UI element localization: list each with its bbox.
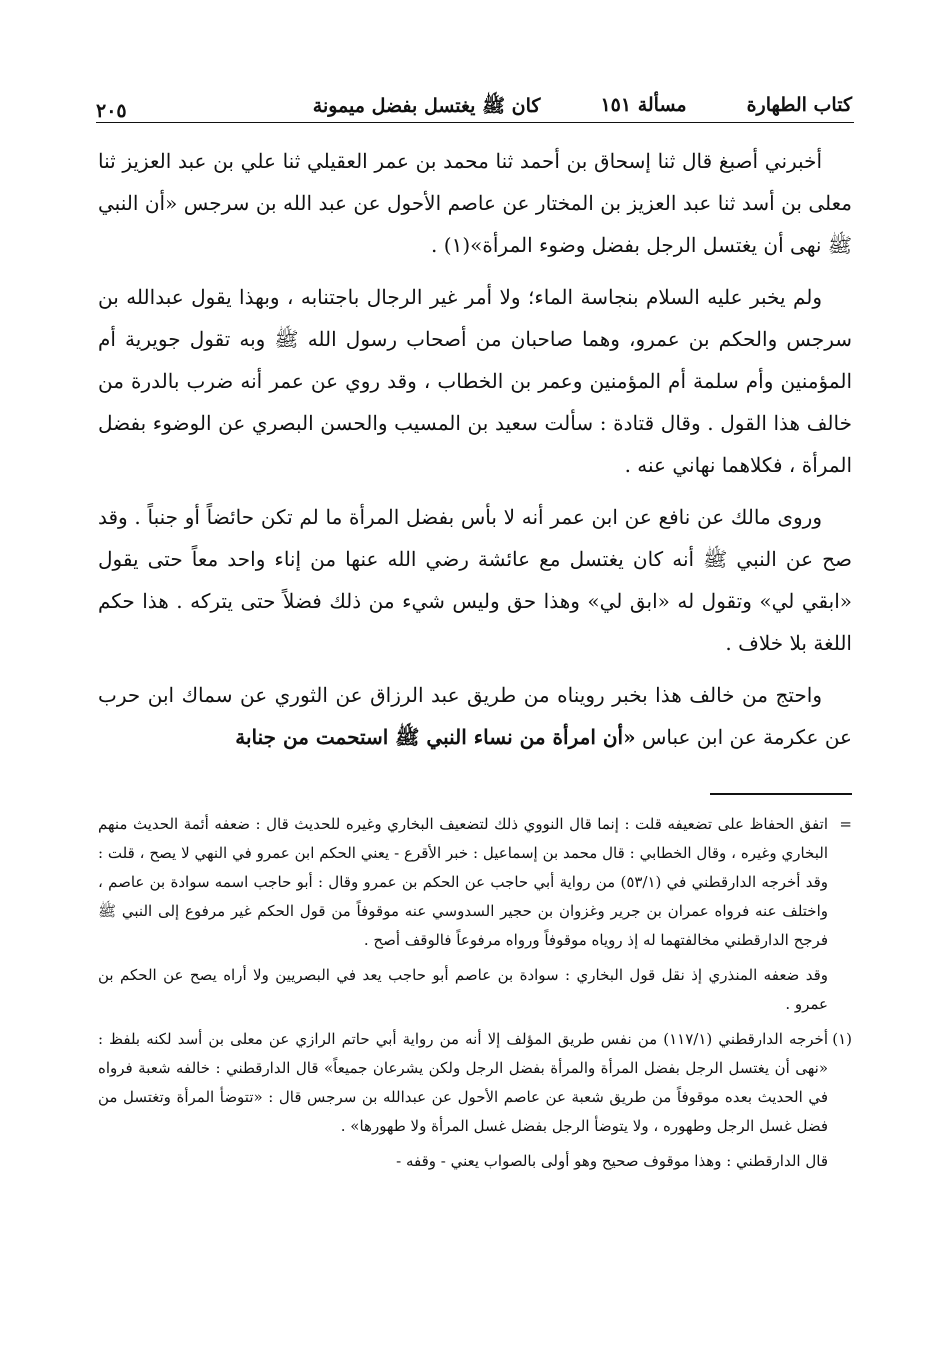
paragraph: ولم يخبر عليه السلام بنجاسة الماء؛ ولا أمر غير الرجال باجتنابه ، وبهذا يقول عبدالله بن سرجس والحكم بن عمرو، وهما صاحبان من أصحاب رسول الله ﷺ وبه تقول جويرية أم المؤمنين وأم سلمة أم المؤمنين وعمر بن الخطاب ، وقد روي عن عمر أنه ضرب بالدرة من خالف هذا القول . وقال قتادة : سألت سعيد بن المسيب والحسن البصري عن الوضوء بفضل المرأة ، فكلاهما نهاني عنه . — [98, 285, 852, 477]
footnote-continuation-marker: = — [839, 815, 852, 833]
footnote-1 — [98, 1025, 852, 1141]
header-issue: مسألة ١٥١ — [600, 94, 687, 116]
footnote-text: أخرجه الدارقطني (١١٧/١) من نفس طريق المؤلف إلا أنه من رواية أبي حاتم الرازي عن معلى بن أسد لكنه بلفظ : «نهى أن يغتسل الرجل بفضل المرأة والمرأة بفضل الرجل ولكن يشرعان جميعاً» قال الدارقطني : خالفه شعبة فرواه في الحديث بعده موقوفاً من طريق شعبة عن عاصم الأحول عن عبدالله بن سرجس قال : «تتوضأ المرأة وتغتسل من فضل غسل الرجل وطهوره ، ولا يتوضأ الرجل بفضل غسل المرأة ولا طهورها» . — [98, 1030, 828, 1135]
footnote-separator — [710, 793, 852, 795]
footnote-text: قال الدارقطني : وهذا موقوف صحيح وهو أولى بالصواب يعني - وقفه - — [396, 1152, 828, 1170]
main-text — [98, 140, 852, 768]
paragraph — [98, 674, 852, 758]
footnotes — [98, 810, 852, 1182]
running-header — [96, 82, 852, 122]
footnote-text: اتفق الحفاظ على تضعيفه قلت : إنما قال النووي ذلك لتضعيف البخاري وغيره للحديث قال : ضعفه أئمة الحديث منهم البخاري وغيره ، وقال الخطابي : قال محمد بن إسماعيل : خبر الأقرع - يعني الحكم ابن عمرو في النهي لا يصح ، قلت : وقد أخرجه الدارقطني في (٥٣/١) من رواية أبي حاجب عن الحكم بن عمرو وقال : أبو حاجب اسمه سوادة بن عاصم ، واختلف عنه فرواه عمران بن جرير وغزوان بن حجير السدوسي عنه موقوفاً من قول الحكم غير مرفوع إلى النبي ﷺ فرجح الدارقطني مخالفتهما له إذ روياه موقوفاً ورواه مرفوعاً فالوقف أصح . — [98, 815, 829, 949]
header-book-title: كتاب الطهارة — [746, 94, 852, 116]
paragraph: وروى مالك عن نافع عن ابن عمر أنه لا بأس بفضل المرأة ما لم تكن حائضاً أو جنباً . وقد صح عن النبي ﷺ أنه كان يغتسل مع عائشة رضي الله عنها من إناء واحد معاً حتى يقول «ابقي لي» وتقول له «ابق لي» وهذا حق وليس شيء من ذلك فضلاً حتى يتركه . هذا حكم اللغة بلا خلاف . — [98, 505, 852, 655]
paragraph: أخبرني أصبغ قال ثنا إسحاق بن أحمد ثنا محمد بن عمر العقيلي ثنا علي بن عبد العزيز ثنا معلى بن أسد ثنا عبد العزيز بن المختار عن عاصم الأحول عن عبد الله بن سرجس «أن النبي ﷺ نهى أن يغتسل الرجل بفضل وضوء المرأة»(١) . — [98, 149, 853, 257]
paragraph-text: واحتج من خالف هذا بخبر رويناه من طريق عبد الرزاق عن الثوري عن سماك ابن حرب عن عكرمة عن ابن عباس — [98, 683, 852, 749]
footnote-continued — [98, 810, 852, 955]
hadith-quote: «أن امرأة من نساء النبي ﷺ استحمت من جنابة — [235, 725, 636, 749]
footnote-number: (١) — [832, 1030, 852, 1048]
header-rule — [96, 122, 854, 123]
header-titles — [313, 94, 852, 122]
page-number: ٢٠٥ — [96, 100, 127, 122]
footnote-text: وقد ضعفه المنذري إذ نقل قول البخاري : سوادة بن عاصم أبو حاجب يعد في البصريين ولا أراه يصح عن الحكم بن عمرو . — [98, 966, 828, 1013]
header-topic: كان ﷺ يغتسل بفضل ميمونة — [312, 95, 541, 117]
